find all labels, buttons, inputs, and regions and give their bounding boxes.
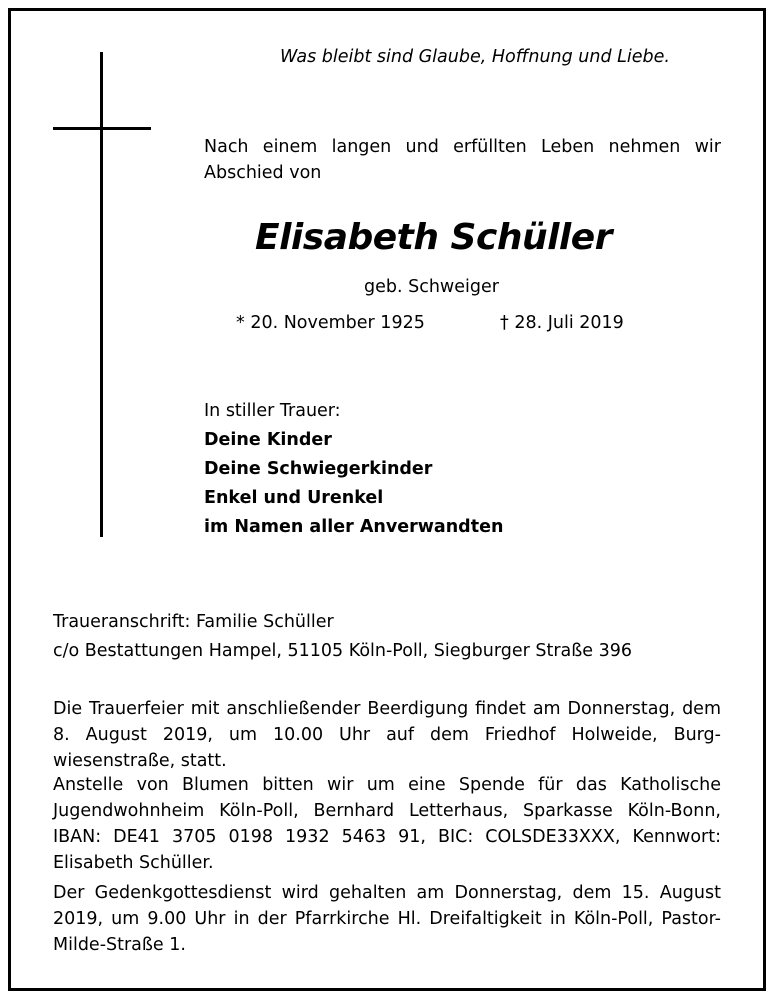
cross-vertical-bar <box>100 52 103 537</box>
birth-name: geb. Schweiger <box>364 277 499 297</box>
birth-date: * 20. November 1925 <box>236 313 425 333</box>
address-line-1: Traueranschrift: Familie Schüller <box>53 612 334 632</box>
motto: Was bleibt sind Glaube, Hoffnung und Liebe. <box>280 47 670 67</box>
mourner-line: im Namen aller Anverwandten <box>204 517 504 537</box>
mourner-line: Deine Schwiegerkinder <box>204 459 433 479</box>
cross-horizontal-bar <box>53 127 151 130</box>
funeral-paragraph: Die Trauerfeier mit anschließender Beerdigung findet am Donnerstag, dem 8. August 2019, um 10.00 Uhr auf dem Friedhof Holweide, Burgwiesenstraße, statt. <box>53 699 721 771</box>
mourner-line: Enkel und Urenkel <box>204 488 384 508</box>
mourning-address <box>53 608 632 666</box>
death-date: † 28. Juli 2019 <box>500 313 624 333</box>
mourners-label: In stiller Trauer: <box>204 401 341 421</box>
address-line-2: c/o Bestattungen Hampel, 51105 Köln-Poll, Siegburger Straße 396 <box>53 641 632 661</box>
memorial-paragraph: Der Gedenkgottesdienst wird gehalten am Donnerstag, dem 15. August 2019, um 9.00 Uhr in der Pfarrkirche Hl. Dreifaltigkeit in Köln-Poll, Pastor-Milde-Straße 1. <box>53 883 721 955</box>
deceased-name: Elisabeth Schüller <box>255 217 612 258</box>
intro-text: Nach einem langen und erfüllten Leben nehmen wir Abschied von <box>204 137 721 183</box>
mourners-block <box>204 397 503 542</box>
donation-paragraph: Anstelle von Blumen bitten wir um eine Spende für das Katholische Jugendwohnheim Köln-Poll, Bernhard Letterhaus, Sparkasse Köln-Bonn, IBAN: DE41 3705 0198 1932 5463 91, BIC: COLSDE33XXX, Kennwort: Elisabeth Schüller. <box>53 775 721 873</box>
mourner-line: Deine Kinder <box>204 430 332 450</box>
